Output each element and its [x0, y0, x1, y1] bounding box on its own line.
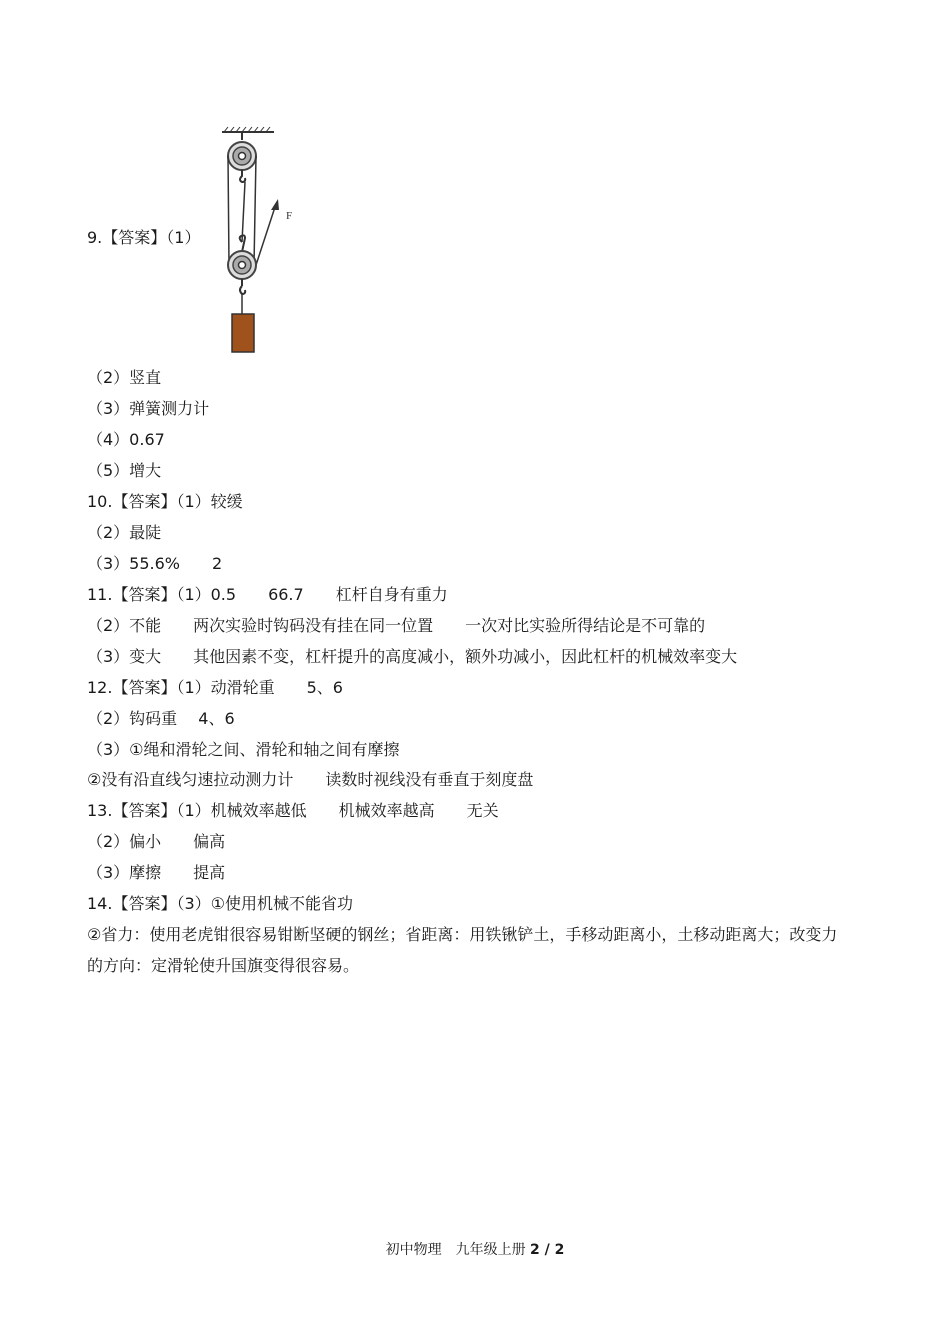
q12-line-2: （2）钩码重 4、6 — [87, 709, 235, 728]
q13-line-1: 13.【答案】（1）机械效率越低 机械效率越高 无关 — [87, 801, 499, 820]
q10-line-2: （2）最陡 — [87, 523, 162, 542]
q12-line-3: （3）①绳和滑轮之间、滑轮和轴之间有摩擦 — [87, 740, 400, 759]
q12-line-1: 12.【答案】（1）动滑轮重 5、6 — [87, 678, 343, 697]
q14-line-3: 的方向：定滑轮使升国旗变得很容易。 — [87, 956, 360, 975]
q13-line-2: （2）偏小 偏高 — [87, 832, 226, 851]
rope-pull — [256, 204, 276, 265]
q11-line-1: 11.【答案】（1）0.5 66.7 杠杆自身有重力 — [87, 585, 448, 604]
page-footer — [0, 1241, 950, 1259]
fixed-pulley — [228, 142, 256, 170]
pulley-diagram — [214, 124, 304, 356]
footer-page-separator: / — [539, 1242, 555, 1258]
movable-pulley-bottom-hook — [240, 286, 245, 294]
fixed-pulley-hook — [240, 170, 245, 182]
q14-line-2: ②省力：使用老虎钳很容易钳断坚硬的钢丝；省距离：用铁锹铲土，手移动距离小，土移动距离大；改变力 — [87, 925, 838, 944]
q9-line-5: （5）增大 — [87, 461, 162, 480]
q10-line-3: （3）55.6% 2 — [87, 554, 223, 573]
q9-line-4: （4）0.67 — [87, 430, 165, 449]
movable-pulley — [228, 251, 256, 279]
q11-line-2: （2）不能 两次实验时钩码没有挂在同一位置 一次对比实验所得结论是不可靠的 — [87, 616, 706, 635]
force-arrow-head — [271, 199, 279, 210]
q10-line-1: 10.【答案】（1）较缓 — [87, 492, 243, 511]
q14-line-1: 14.【答案】（3）①使用机械不能省功 — [87, 894, 353, 913]
q9-line-3: （3）弹簧测力计 — [87, 399, 210, 418]
rope-middle — [254, 156, 256, 265]
q11-line-3: （3）变大 其他因素不变，杠杆提升的高度减小，额外功减小，因此杠杆的机械效率变大 — [87, 647, 738, 666]
q9-answer-label: 9.【答案】（1） — [87, 228, 201, 247]
rope-left — [228, 156, 229, 265]
q9-line-2: （2）竖直 — [87, 368, 162, 387]
q13-line-3: （3）摩擦 提高 — [87, 863, 226, 882]
footer-page-current: 2 — [530, 1242, 540, 1258]
weight-block — [232, 314, 254, 352]
force-label: F — [286, 210, 293, 222]
q12-line-4: ②没有沿直线匀速拉动测力计 读数时视线没有垂直于刻度盘 — [87, 770, 534, 789]
rope-to-hook — [242, 182, 245, 242]
footer-course: 初中物理 九年级上册 — [385, 1242, 526, 1258]
footer-page-total: 2 — [554, 1242, 565, 1258]
